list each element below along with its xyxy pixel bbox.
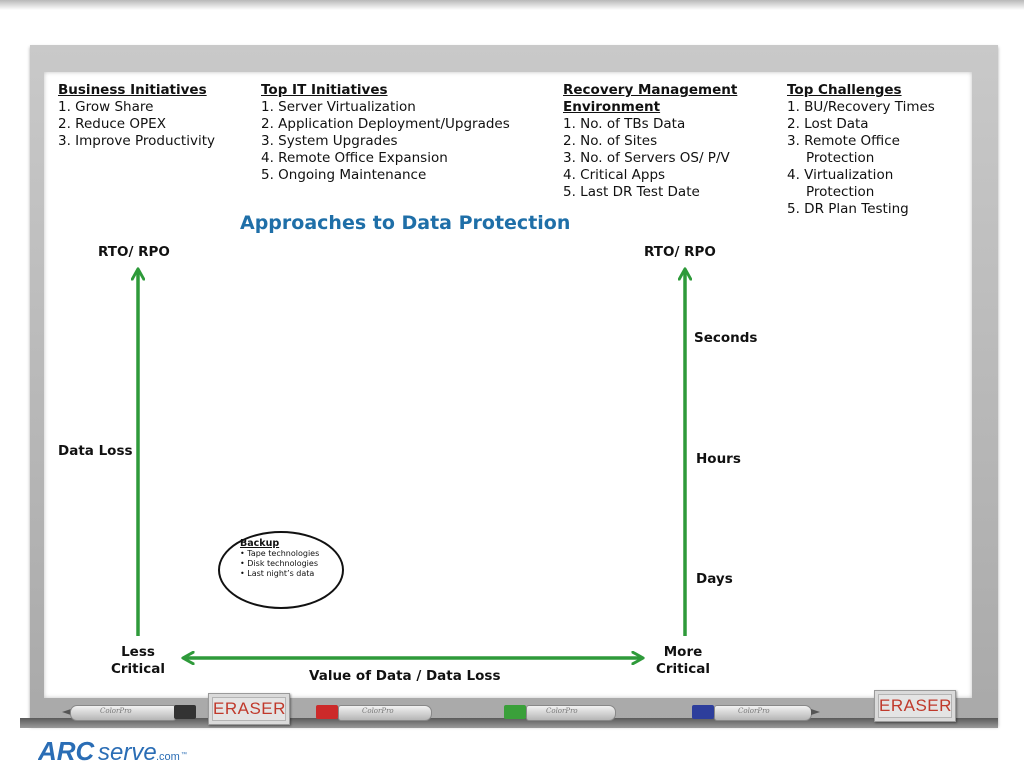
- marker-brand: ColorPro: [100, 707, 132, 715]
- list-item: 1. Grow Share: [58, 99, 154, 115]
- list-item: 3. No. of Servers OS/ P/V: [563, 150, 730, 166]
- list-item: 2. Lost Data: [787, 116, 869, 132]
- backup-bubble: [240, 539, 319, 579]
- backup-item: • Last night’s data: [240, 569, 315, 578]
- marker-cap: [692, 705, 714, 719]
- logo-arc: ARC: [38, 736, 95, 766]
- list-item: 3. System Upgrades: [261, 133, 398, 149]
- list-item: 1. No. of TBs Data: [563, 116, 686, 132]
- seconds-label: Seconds: [694, 330, 758, 346]
- diagram-title: Approaches to Data Protection: [240, 212, 571, 234]
- marker-green: [504, 705, 616, 719]
- days-label: Days: [696, 571, 733, 587]
- list-item: Protection: [806, 184, 875, 200]
- column-heading: Business Initiatives: [58, 82, 207, 98]
- list-item: 4. Critical Apps: [563, 167, 666, 183]
- rto-rpo-right-label: RTO/ RPO: [644, 244, 716, 260]
- column-heading: Top Challenges: [787, 82, 902, 98]
- list-item: 1. Server Virtualization: [261, 99, 416, 115]
- more-critical-label: [648, 644, 718, 678]
- marker-blue: [692, 705, 822, 719]
- logo-serve: serve: [98, 739, 157, 766]
- eraser-label: ERASER: [878, 694, 952, 718]
- list-item: 5. Last DR Test Date: [563, 184, 700, 200]
- list-item: 3. Improve Productivity: [58, 133, 216, 149]
- less-critical-line2: Critical: [110, 661, 165, 677]
- list-item: 2. Reduce OPEX: [58, 116, 166, 132]
- backup-item: • Tape technologies: [240, 549, 320, 558]
- less-critical-line1: Less: [121, 644, 155, 660]
- arcserve-logo: [38, 734, 208, 766]
- more-critical-line1: More: [663, 644, 703, 660]
- less-critical-label: [103, 644, 173, 678]
- marker-brand: ColorPro: [362, 707, 394, 715]
- column-heading: Recovery Management: [563, 82, 738, 98]
- list-item: 4. Virtualization: [787, 167, 894, 183]
- eraser-right: [874, 690, 956, 722]
- list-item: 2. Application Deployment/Upgrades: [261, 116, 510, 132]
- list-item: 5. Ongoing Maintenance: [261, 167, 427, 183]
- marker-cap: [316, 705, 338, 719]
- more-critical-line2: Critical: [655, 661, 710, 677]
- list-item: 2. No. of Sites: [563, 133, 658, 149]
- list-item: 5. DR Plan Testing: [787, 201, 909, 217]
- column-heading: Top IT Initiatives: [261, 82, 388, 98]
- column-heading: Environment: [563, 99, 661, 115]
- marker-cap: [174, 705, 196, 719]
- list-item: 4. Remote Office Expansion: [261, 150, 448, 166]
- list-item: Protection: [806, 150, 875, 166]
- hours-label: Hours: [696, 451, 741, 467]
- data-loss-label: Data Loss: [58, 443, 133, 459]
- marker-black: [70, 705, 198, 719]
- x-axis-label: Value of Data / Data Loss: [309, 668, 501, 684]
- backup-item: • Disk technologies: [240, 559, 318, 568]
- eraser-left: [208, 693, 290, 725]
- logo-tm: ™: [181, 752, 187, 758]
- marker-brand: ColorPro: [546, 707, 578, 715]
- rto-rpo-left-label: RTO/ RPO: [98, 244, 170, 260]
- logo-com: .com: [156, 751, 180, 763]
- marker-red: [316, 705, 432, 719]
- eraser-label: ERASER: [212, 697, 286, 721]
- backup-heading: Backup: [240, 538, 280, 549]
- list-item: 1. BU/Recovery Times: [787, 99, 935, 115]
- marker-brand: ColorPro: [738, 707, 770, 715]
- list-item: 3. Remote Office: [787, 133, 900, 149]
- marker-tip: [811, 709, 820, 715]
- marker-cap: [504, 705, 526, 719]
